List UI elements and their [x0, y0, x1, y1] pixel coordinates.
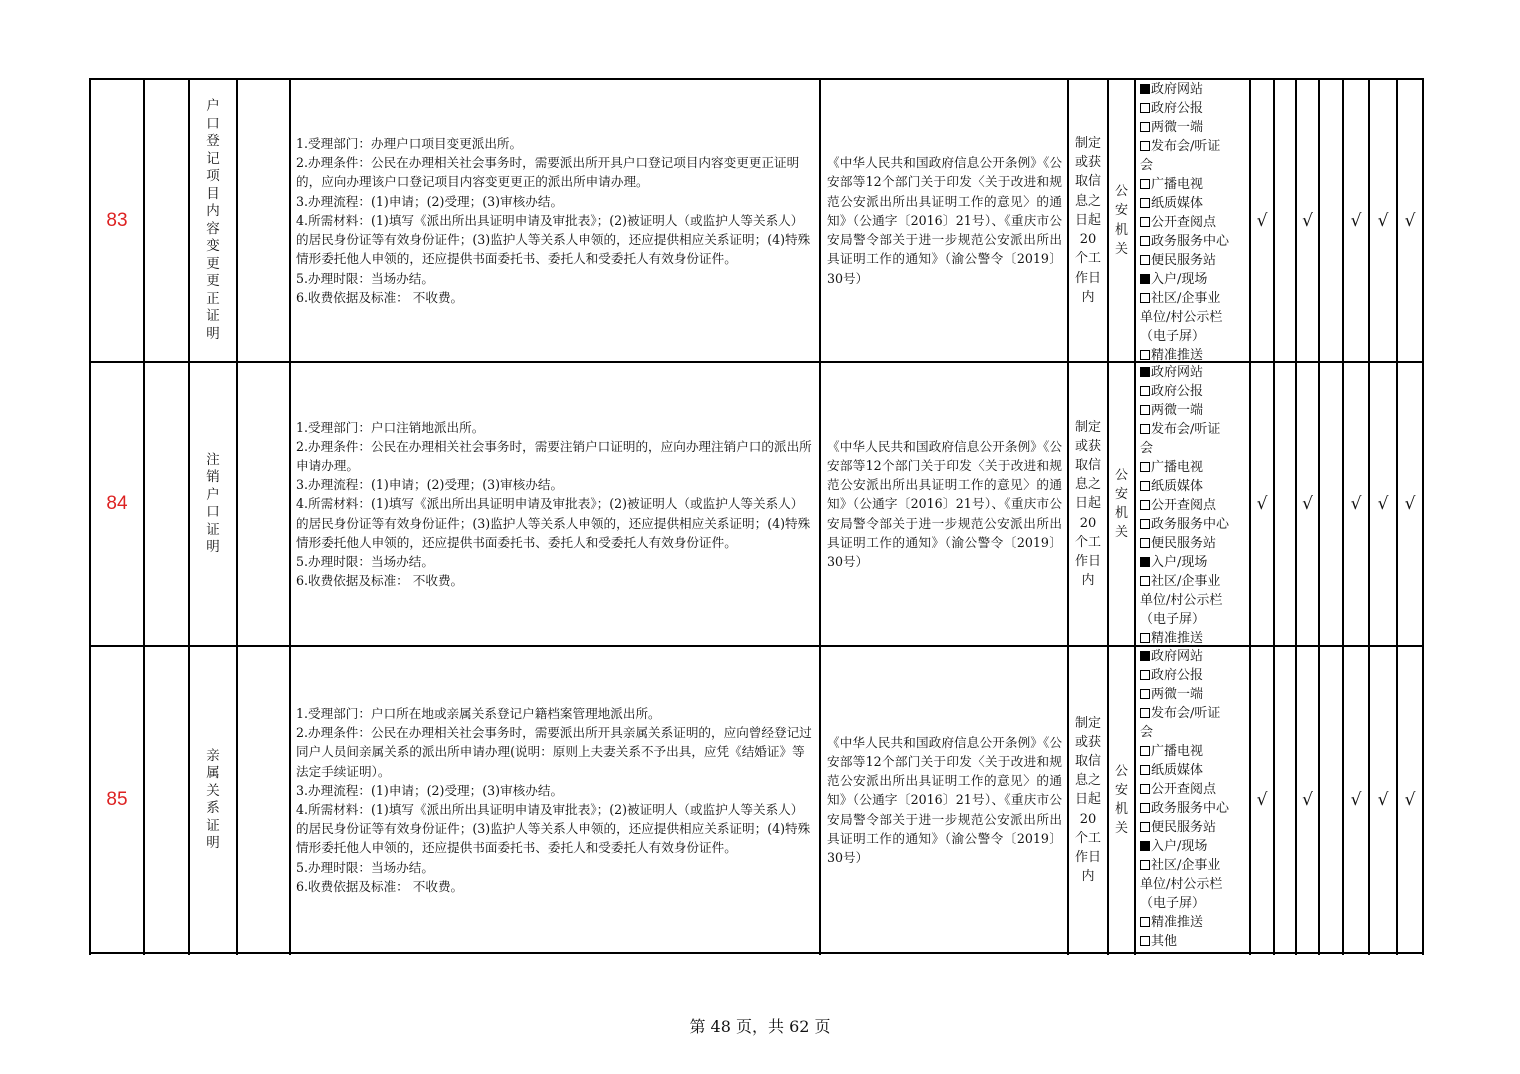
channel-label: 政务服务中心: [1151, 234, 1230, 249]
unchecked-box-icon: [1140, 519, 1150, 529]
unchecked-box-icon: [1140, 179, 1150, 189]
check-mark: √: [1404, 790, 1416, 810]
unchecked-box-icon: [1140, 670, 1150, 680]
check-mark: √: [1377, 790, 1389, 810]
channel-label: 政府网站: [1151, 649, 1204, 664]
channel-label: 单位/村公示栏: [1140, 593, 1223, 608]
unchecked-box-icon: [1140, 462, 1150, 472]
unchecked-box-icon: [1140, 217, 1150, 227]
description-line: 3.办理流程：(1)申请；(2)受理；(3)审核办结。: [296, 193, 564, 209]
item-name-text: 户口登记项目内容变更更正证明: [206, 98, 220, 342]
unchecked-box-icon: [1140, 822, 1150, 832]
channel-label: 便民服务站: [1151, 253, 1217, 268]
description-line: 1.受理部门：办理户口项目变更派出所。: [296, 136, 523, 152]
channel-option: [1140, 80, 1249, 99]
channel-option: [1140, 232, 1249, 251]
channel-label: 公开查阅点: [1151, 498, 1217, 513]
unchecked-box-icon: [1140, 350, 1150, 360]
unchecked-box-icon: [1140, 860, 1150, 870]
channel-option: [1140, 572, 1249, 591]
channel-option: [1140, 685, 1249, 704]
channel-label: 会: [1140, 158, 1154, 173]
unchecked-box-icon: [1140, 936, 1150, 946]
channel-option: [1140, 666, 1249, 685]
unchecked-box-icon: [1140, 689, 1150, 699]
channel-option: [1140, 742, 1249, 761]
channel-label: 广播电视: [1151, 177, 1204, 192]
table-vertical-rule: [143, 79, 145, 955]
checked-box-icon: [1140, 274, 1150, 284]
check-mark: √: [1302, 210, 1313, 231]
check-mark: √: [1256, 494, 1268, 514]
channel-option: [1140, 175, 1249, 194]
channel-option: [1140, 761, 1249, 780]
check-mark: [1275, 363, 1295, 645]
check-mark: √: [1404, 494, 1416, 514]
check-mark: √: [1404, 210, 1416, 231]
channel-option: [1140, 647, 1249, 666]
channel-option: [1140, 856, 1249, 875]
disclosure-subject: [1109, 647, 1134, 953]
channel-label: 便民服务站: [1151, 820, 1217, 835]
channel-option: [1140, 913, 1249, 932]
unchecked-box-icon: [1140, 746, 1150, 756]
channel-option: [1140, 137, 1249, 156]
unchecked-box-icon: [1140, 386, 1150, 396]
description-line: 4.所需材料：(1)填写《派出所出具证明申请及审批表》；(2)被证明人（或监护人等关系人）的居民身份证等有效身份证件；(3)监护人等关系人申领的，还应提供相应关系证明；(4)特殊情形委托他人申领的，还应提供书面委托书、委托人和受委托人有效身份证件。: [296, 212, 811, 267]
channel-label: 单位/村公示栏: [1140, 310, 1223, 325]
channel-option: [1140, 401, 1249, 420]
unchecked-box-icon: [1140, 103, 1150, 113]
check-mark: √: [1302, 494, 1313, 514]
check-mark: [1275, 80, 1295, 361]
channel-option: [1140, 118, 1249, 137]
item-name: [190, 363, 236, 645]
channel-label: 社区/企事业: [1151, 858, 1221, 873]
check-mark: [1320, 363, 1342, 645]
disclosure-timeframe: [1069, 80, 1107, 361]
checked-box-icon: [1140, 367, 1150, 377]
channel-option: [1140, 289, 1249, 308]
channel-label: 政府公报: [1151, 384, 1204, 399]
unchecked-box-icon: [1140, 198, 1150, 208]
checked-box-icon: [1140, 557, 1150, 567]
unchecked-box-icon: [1140, 293, 1150, 303]
channel-label: 纸质媒体: [1151, 763, 1204, 778]
unchecked-box-icon: [1140, 576, 1150, 586]
channel-option: [1140, 99, 1249, 118]
row-number: 83: [106, 209, 128, 231]
description-line: 4.所需材料：(1)填写《派出所出具证明申请及审批表》；(2)被证明人（或监护人等关系人）的居民身份证等有效身份证件；(3)监护人等关系人申领的，还应提供相应关系证明；(4)特殊情形委托他人申领的，还应提供书面委托书、委托人和受委托人有效身份证件。: [296, 496, 811, 550]
unchecked-box-icon: [1140, 803, 1150, 813]
legal-basis-text: 《中华人民共和国政府信息公开条例》《公安部等12个部门关于印发〈关于改进和规范公安派出所出具证明工作的意见〉的通知》（公通字〔2016〕21号）、《重庆市公安局警令部关于进一步规范公安派出所出具证明工作的通知》（渝公警令〔2019〕30号）: [827, 438, 1062, 569]
channel-label: 发布会/听证: [1151, 706, 1221, 721]
channel-option: [1140, 799, 1249, 818]
channel-option: [1140, 327, 1249, 346]
channel-label: （电子屏）: [1140, 896, 1206, 911]
channel-label: 政府网站: [1151, 365, 1204, 380]
check-mark: √: [1350, 210, 1362, 231]
channel-option: [1140, 194, 1249, 213]
unchecked-box-icon: [1140, 500, 1150, 510]
row-number: 84: [106, 493, 128, 514]
check-mark: [1275, 647, 1295, 953]
channel-option: [1140, 894, 1249, 913]
unchecked-box-icon: [1140, 236, 1150, 246]
unchecked-box-icon: [1140, 784, 1150, 794]
unchecked-box-icon: [1140, 765, 1150, 775]
channel-option: [1140, 875, 1249, 894]
channel-label: 会: [1140, 441, 1154, 456]
check-mark: [1320, 80, 1342, 361]
channel-label: （电子屏）: [1140, 329, 1206, 344]
subject-text: 公安机关: [1114, 184, 1128, 257]
item-description: [292, 80, 819, 361]
channel-label: 精准推送: [1151, 631, 1204, 645]
channel-label: 其他: [1151, 934, 1178, 949]
unchecked-box-icon: [1140, 481, 1150, 491]
check-mark: √: [1256, 790, 1268, 810]
channel-label: 两微一端: [1151, 403, 1204, 418]
channel-label: 广播电视: [1151, 460, 1204, 475]
item-description: [292, 363, 819, 645]
channel-label: 政府网站: [1151, 82, 1204, 97]
disclosure-timeframe: [1069, 363, 1107, 645]
channel-label: 政务服务中心: [1151, 517, 1230, 532]
channel-option: [1140, 534, 1249, 553]
disclosure-subject: [1109, 80, 1134, 361]
channel-option: [1140, 932, 1249, 951]
channel-label: 公开查阅点: [1151, 215, 1217, 230]
channel-option: [1140, 837, 1249, 856]
channel-label: 会: [1140, 725, 1154, 740]
description-line: 3.办理流程：(1)申请；(2)受理；(3)审核办结。: [296, 477, 564, 493]
channel-label: 入户/现场: [1151, 555, 1208, 570]
description-line: 1.受理部门：户口所在地或亲属关系登记户籍档案管理地派出所。: [296, 705, 661, 721]
item-name-text: 注销户口证明: [206, 451, 220, 555]
timeframe-text: 制定或获取信息之日起20个工作日内: [1074, 419, 1101, 589]
description-line: 3.办理流程：(1)申请；(2)受理；(3)审核办结。: [296, 782, 564, 798]
channel-option: [1140, 553, 1249, 572]
channel-option: [1140, 723, 1249, 742]
channel-option: [1140, 780, 1249, 799]
check-mark: √: [1256, 210, 1268, 231]
legal-basis-text: 《中华人民共和国政府信息公开条例》《公安部等12个部门关于印发〈关于改进和规范公安派出所出具证明工作的意见〉的通知》（公通字〔2016〕21号）、《重庆市公安局警令部关于进一步规范公安派出所出具证明工作的通知》（渝公警令〔2019〕30号）: [827, 155, 1062, 286]
description-line: 2.办理条件：公民在办理相关社会事务时，需要派出所开具户口登记项目内容变更更正证明的，应向办理该户口登记项目内容变更更正的派出所申请办理。: [296, 155, 800, 190]
channel-option: [1140, 251, 1249, 270]
channel-label: 广播电视: [1151, 744, 1204, 759]
channel-option: [1140, 420, 1249, 439]
channel-option: [1140, 496, 1249, 515]
description-line: 6.收费依据及标准： 不收费。: [296, 289, 464, 305]
channel-label: 入户/现场: [1151, 272, 1208, 287]
channel-label: 社区/企事业: [1151, 291, 1221, 306]
channel-label: 公开查阅点: [1151, 782, 1217, 797]
disclosure-channels: [1136, 647, 1249, 953]
channel-label: 纸质媒体: [1151, 196, 1204, 211]
channel-label: 便民服务站: [1151, 536, 1217, 551]
check-mark: √: [1350, 790, 1362, 810]
channel-option: [1140, 704, 1249, 723]
disclosure-channels: [1136, 363, 1249, 645]
checked-box-icon: [1140, 651, 1150, 661]
description-line: 5.办理时限：当场办结。: [296, 859, 434, 875]
legal-basis-text: 《中华人民共和国政府信息公开条例》《公安部等12个部门关于印发〈关于改进和规范公安派出所出具证明工作的意见〉的通知》（公通字〔2016〕21号）、《重庆市公安局警令部关于进一步规范公安派出所出具证明工作的通知》（渝公警令〔2019〕30号）: [827, 734, 1062, 865]
description-line: 6.收费依据及标准： 不收费。: [296, 878, 464, 894]
description-line: 6.收费依据及标准： 不收费。: [296, 573, 464, 589]
description-line: 4.所需材料：(1)填写《派出所出具证明申请及审批表》；(2)被证明人（或监护人等关系人）的居民身份证等有效身份证件；(3)监护人等关系人申领的，还应提供相应关系证明；(4)特殊情形委托他人申领的，还应提供书面委托书、委托人和受委托人有效身份证件。: [296, 802, 811, 856]
channel-option: [1140, 270, 1249, 289]
channel-option: [1140, 156, 1249, 175]
channel-option: [1140, 308, 1249, 327]
timeframe-text: 制定或获取信息之日起20个工作日内: [1074, 715, 1101, 885]
channel-option: [1140, 346, 1249, 361]
channel-option: [1140, 515, 1249, 534]
channel-option: [1140, 629, 1249, 645]
timeframe-text: 制定或获取信息之日起20个工作日内: [1074, 136, 1101, 305]
channel-option: [1140, 382, 1249, 401]
channel-option: [1140, 363, 1249, 382]
channel-label: 两微一端: [1151, 687, 1204, 702]
description-line: 5.办理时限：当场办结。: [296, 270, 434, 286]
unchecked-box-icon: [1140, 255, 1150, 265]
channel-label: 政府公报: [1151, 101, 1204, 116]
row-number: 85: [106, 789, 128, 810]
channel-label: 两微一端: [1151, 120, 1204, 135]
check-mark: [1320, 647, 1342, 953]
description-line: 2.办理条件：公民在办理相关社会事务时，需要派出所开具亲属关系证明的，应向曾经登记过同户人员间亲属关系的派出所申请办理(说明：原则上夫妻关系不予出具，应凭《结婚证》等法定手续证明）。: [296, 725, 812, 779]
channel-option: [1140, 818, 1249, 837]
disclosure-channels: [1136, 80, 1249, 361]
channel-label: （电子屏）: [1140, 612, 1206, 627]
channel-label: 单位/村公示栏: [1140, 877, 1223, 892]
channel-option: [1140, 591, 1249, 610]
channel-label: 社区/企事业: [1151, 574, 1221, 589]
unchecked-box-icon: [1140, 538, 1150, 548]
channel-label: 精准推送: [1151, 915, 1204, 930]
unchecked-box-icon: [1140, 122, 1150, 132]
checked-box-icon: [1140, 84, 1150, 94]
item-name: [190, 647, 236, 953]
check-mark: √: [1302, 790, 1313, 810]
legal-basis: [821, 80, 1067, 361]
channel-label: 发布会/听证: [1151, 422, 1221, 437]
channel-option: [1140, 213, 1249, 232]
check-mark: √: [1350, 494, 1362, 514]
unchecked-box-icon: [1140, 708, 1150, 718]
description-line: 1.受理部门：户口注销地派出所。: [296, 419, 485, 435]
table-vertical-rule: [289, 79, 291, 955]
subject-text: 公安机关: [1114, 467, 1128, 541]
checked-box-icon: [1140, 841, 1150, 851]
legal-basis: [821, 363, 1067, 645]
channel-label: 政务服务中心: [1151, 801, 1230, 816]
channel-option: [1140, 439, 1249, 458]
unchecked-box-icon: [1140, 424, 1150, 434]
channel-label: 政府公报: [1151, 668, 1204, 683]
page-footer: 第 48 页，共 62 页: [689, 1017, 831, 1036]
item-description: [292, 647, 819, 953]
channel-label: 精准推送: [1151, 348, 1204, 361]
channel-option: [1140, 610, 1249, 629]
disclosure-subject: [1109, 363, 1134, 645]
channel-label: 纸质媒体: [1151, 479, 1204, 494]
unchecked-box-icon: [1140, 633, 1150, 643]
description-line: 2.办理条件：公民在办理相关社会事务时，需要注销户口证明的，应向办理注销户口的派出所申请办理。: [296, 438, 812, 473]
unchecked-box-icon: [1140, 141, 1150, 151]
description-line: 5.办理时限：当场办结。: [296, 554, 434, 569]
table-vertical-rule: [236, 79, 238, 955]
table-vertical-rule: [1422, 79, 1424, 955]
unchecked-box-icon: [1140, 405, 1150, 415]
channel-option: [1140, 458, 1249, 477]
legal-basis: [821, 647, 1067, 953]
channel-option: [1140, 477, 1249, 496]
unchecked-box-icon: [1140, 917, 1150, 927]
item-name-text: 亲属关系证明: [206, 747, 220, 851]
channel-label: 入户/现场: [1151, 839, 1208, 854]
item-name: [190, 80, 236, 361]
check-mark: √: [1377, 494, 1389, 514]
channel-label: 发布会/听证: [1151, 139, 1221, 154]
subject-text: 公安机关: [1114, 763, 1128, 837]
disclosure-timeframe: [1069, 647, 1107, 953]
check-mark: √: [1377, 210, 1389, 231]
